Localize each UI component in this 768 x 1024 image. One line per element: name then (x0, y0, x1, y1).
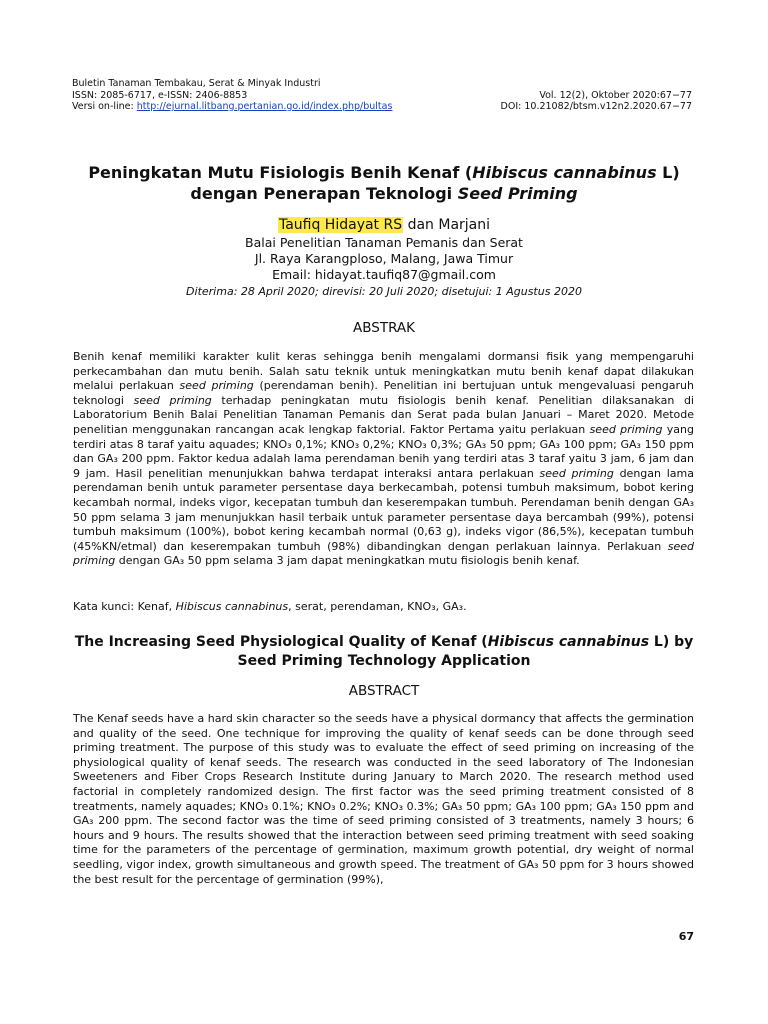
volume: Vol. 12(2), Oktober 2020:67−77 (539, 89, 692, 101)
online-version: Versi on-line: http://ejurnal.litbang.pertanian.go.id/index.php/bultas (72, 101, 393, 112)
paper-title: Peningkatan Mutu Fisiologis Benih Kenaf (Hibiscus cannabinus L) dengan Penerapan Teknologi Seed Priming (88, 163, 680, 203)
abstract-body: The Kenaf seeds have a hard skin character so the seeds have a physical dormancy that affects the germination and quality of the seed. One technique for improving the quality of kenaf seeds can be done through seed priming treatment. The purpose of this study was to evaluate the effect of seed priming on increasing of the physiological quality of kenaf seeds. The research was conducted in the seed laboratory of The Indonesian Sweeteners and Fiber Crops Research Institute during January to March 2020. The research method used factorial in completely randomized design. The first factor was the seed priming treatment consisted of 8 treatments, namely aquades; KNO₃ 0.1%; KNO₃ 0.2%; KNO₃ 0.3%; GA₃ 50 ppm; GA₃ 100 ppm; GA₃ 150 ppm and GA₃ 200 ppm. The second factor was the time of seed priming consisted of 3 treatments, namely 3 hours; 6 hours and 9 hours. The results showed that the interaction between seed priming treatment with seed soaking time for the parameters of the percentage of germination, maximum growth potential, dry weight of normal seedling, vigor index, growth simultaneous and growth speed. The treatment of GA₃ 50 ppm for 3 hours showed the best result for the percentage of germination (99%), (73, 712, 694, 886)
journal-name: Buletin Tanaman Tembakau, Serat & Minyak Industri (72, 78, 321, 89)
journal-url-link[interactable]: http://ejurnal.litbang.pertanian.go.id/index.php/bultas (136, 101, 393, 112)
running-header (72, 78, 692, 113)
abstract-heading: ABSTRACT (348, 683, 420, 699)
affiliation (60, 235, 708, 283)
abstrak-body: Benih kenaf memiliki karakter kulit keras sehingga benih mengalami dormansi fisik yang mempengaruhi perkecambahan dan mutu benih. Salah satu teknik untuk meningkatkan mutu benih kenaf dapat dilakukan melalui perlakuan seed priming (perendaman benih). Penelitian ini bertujuan untuk mengevaluasi pengaruh teknologi seed priming terhadap peningkatan mutu fisiologis benih kenaf. Penelitian dilaksanakan di Laboratorium Benih Balai Penelitian Tanaman Pemanis dan Serat pada bulan Januari – Maret 2020. Metode penelitian menggunakan rancangan acak lengkap faktorial. Faktor Pertama yaitu perlakuan seed priming yang terdiri atas 8 taraf yaitu aquades; KNO₃ 0,1%; KNO₃ 0,2%; KNO₃ 0,3%; GA₃ 50 ppm; GA₃ 100 ppm; GA₃ 150 ppm dan GA₃ 200 ppm. Faktor kedua adalah lama perendaman benih yang terdiri atas 3 taraf yaitu 3 jam, 6 jam dan 9 jam. Hasil penelitian menunjukkan bahwa terdapat interaksi antara perlakuan seed priming dengan lama perendaman benih untuk parameter persentase daya berkecambah, potensi tumbuh maksimum, bobot kering kecambah normal, indeks vigor, kecepatan tumbuh dan keserempakan tumbuh. Perendaman benih dengan GA₃ 50 ppm selama 3 jam menunjukkan hasil terbaik untuk parameter persentase daya bercambah (99%), potensi tumbuh maksimum (100%), bobot kering kecambah normal (0,63 g), indeks vigor (86,5%), kecepatan tumbuh (45%KN/etmal) dan keserempakan tumbuh (98%) dibandingkan dengan perlakuan lainnya. Perlakuan seed priming dengan GA₃ 50 ppm selama 3 jam dapat meningkatkan mutu fisiologis benih kenaf. (73, 350, 694, 568)
email: Email: hidayat.taufiq87@gmail.com (272, 267, 496, 282)
highlighted-author: Taufiq Hidayat RS (278, 217, 403, 233)
abstrak-heading: ABSTRAK (353, 320, 415, 336)
doi: DOI: 10.21082/btsm.v12n2.2020.67−77 (500, 101, 692, 112)
english-title: The Increasing Seed Physiological Quality of Kenaf (Hibiscus cannabinus L) by Seed Priming Technology Application (74, 634, 694, 669)
keywords: Kata kunci: Kenaf, Hibiscus cannabinus, serat, perendaman, KNO₃, GA₃. (73, 600, 467, 613)
page-number: 67 (678, 930, 694, 943)
institution: Balai Penelitian Tanaman Pemanis dan Serat (245, 235, 523, 250)
issn: ISSN: 2085-6717, e-ISSN: 2406-8853 (72, 89, 248, 101)
authors: Taufiq Hidayat RS dan Marjani (278, 217, 491, 233)
submission-dates: Diterima: 28 April 2020; direvisi: 20 Juli 2020; disetujui: 1 Agustus 2020 (186, 285, 582, 298)
address: Jl. Raya Karangploso, Malang, Jawa Timur (254, 251, 514, 266)
